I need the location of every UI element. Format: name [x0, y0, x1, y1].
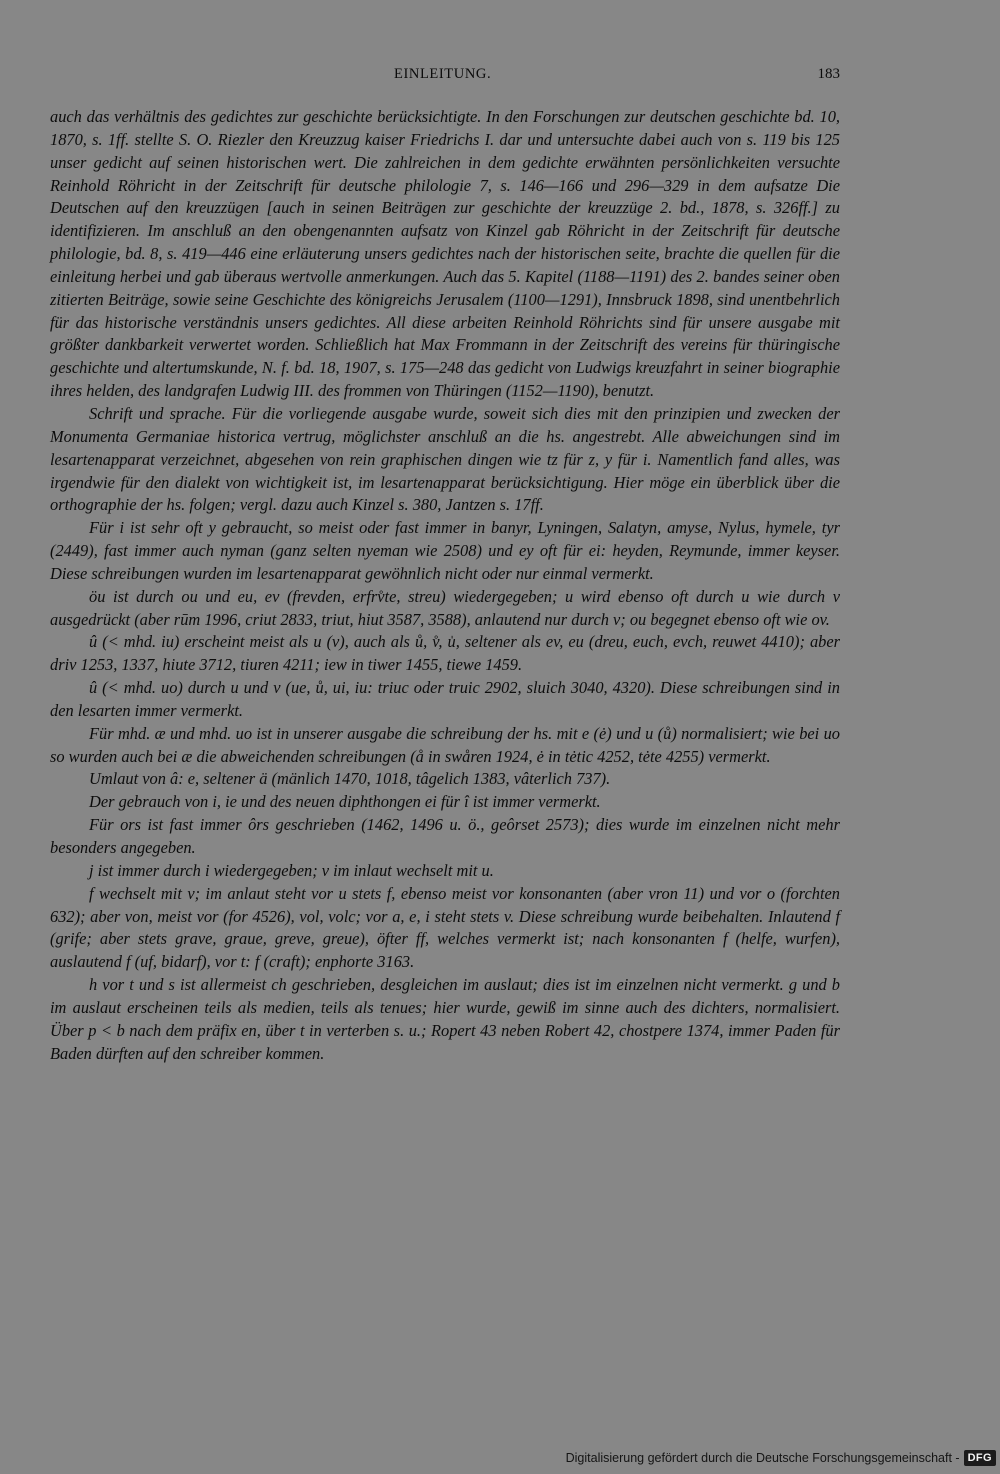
paragraph-8: Umlaut von â: e, seltener ä (mänlich 1470, 1018, tâgelich 1383, vâterlich 737). [89, 769, 611, 789]
paragraph-1: auch das verhältnis des gedichtes zur geschichte berücksichtigte. In den Forschungen zur deutschen geschichte bd. 10, 1870, s. 1ff. stellte S. O. Riezler den Kreuzzug kaiser Friedrichs I. dar und untersuchte dabei auch von s. 119 bis 125 unser gedicht auf seinen historischen wert. Die zahlreichen in dem gedichte erwähnten persönlichkeiten versuchte Reinhold Röhricht in der Zeitschrift für deutsche philologie 7, s. 146—166 und 296—329 in dem aufsatze Die Deutschen auf den kreuzzügen [auch in seinen Beiträgen zur geschichte der kreuzzüge 2. bd., 1878, s. 326ff.] zu identifizieren. Im anschluß an den obengenannten aufsatz von Kinzel gab Röhricht in der Zeitschrift für deutsche philologie, bd. 8, s. 419—446 eine erläuterung unsers gedichtes nach der historischen seite, brachte die quellen für die einleitung herbei und gab überaus wertvolle anmerkungen. Auch das 5. Kapitel (1188—1191) des 2. bandes seiner oben zitierten Beiträge, sowie seine Geschichte des königreichs Jerusalem (1100—1291), Innsbruck 1898, sind unentbehrlich für das historische verständnis unsers gedichtes. All diese arbeiten Reinhold Röhrichts sind für unsere ausgabe mit größter dankbarkeit verwertet worden. Schließlich hat Max Frommann in der Zeitschrift des vereins für thüringische geschichte und altertumskunde, N. f. bd. 18, 1907, s. 175—248 das gedicht von Ludwigs kreuzfahrt in seiner biographie ihres helden, des landgrafen Ludwig III. des frommen von Thüringen (1152—1190), benutzt. [50, 107, 840, 401]
paragraph-5: û (< mhd. iu) erscheint meist als u (v), auch als ů, v̊, u̍, seltener als ev, eu (dreu, euch, evch, reuwet 4410); aber driv 1253, 1337, hiute 3712, tiuren 4211; iew in tiwer 1455, tiewe 1459. [50, 632, 840, 675]
body-text [50, 106, 840, 1065]
paragraph-13: h vor t und s ist allermeist ch geschrieben, desgleichen im auslaut; dies ist im einzelnen nicht vermerkt. g und b im auslaut erscheinen teils als medien, teils als tenues; hier wurde, gewiß im sinne auch des dichters, normalisiert. Über p < b nach dem präfix en, über t in verterben s. u.; Ropert 43 neben Robert 42, chostpere 1374, immer Paden für Baden dürften auf den schreiber kommen. [50, 975, 840, 1063]
paragraph-6: û (< mhd. uo) durch u und v (ue, ů, ui, iu: triuc oder truic 2902, sluich 3040, 4320). Diese schreibungen sind in den lesarten immer vermerkt. [50, 678, 840, 720]
paragraph-2: Schrift und sprache. Für die vorliegende ausgabe wurde, soweit sich dies mit den prinzipien und zwecken der Monumenta Germaniae historica vertrug, möglichster anschluß an die hs. angestrebt. Alle abweichungen sind im lesartenapparat verzeichnet, abgesehen von rein graphischen dingen wie tz für z, y für i. Namentlich fand alles, was irgendwie für den dialekt von wichtigkeit ist, im lesartenapparat berücksichtigung. Hier möge ein überblick über die orthographie der hs. folgen; vergl. dazu auch Kinzel s. 380, Jantzen s. 17ff. [50, 403, 840, 515]
page-header [50, 66, 840, 88]
running-title: EINLEITUNG. [394, 66, 492, 82]
digitization-footer [566, 1448, 996, 1468]
page-number: 183 [817, 66, 840, 82]
paragraph-10: Für ors ist fast immer ôrs geschrieben (1462, 1496 u. ö., geôrset 2573); dies wurde im einzelnen nicht mehr besonders angegeben. [50, 815, 840, 857]
paragraph-3: Für i ist sehr oft y gebraucht, so meist oder fast immer in banyr, Lyningen, Salatyn, amyse, Nylus, hymele, tyr (2449), fast immer auch nyman (ganz selten nyeman wie 2508) und ey oft für ei: heyden, Reymunde, immer keyser. Diese schreibungen wurden im lesartenapparat gewöhnlich nicht oder nur einmal vermerkt. [50, 518, 840, 583]
funding-credit: Digitalisierung gefördert durch die Deutsche Forschungsgemeinschaft - [565, 1451, 960, 1465]
paragraph-7: Für mhd. æ und mhd. uo ist in unserer ausgabe die schreibung der hs. mit e (ė) und u (ů) normalisiert; wie bei uo so wurden auch bei æ die abweichenden schreibungen (å in swåren 1924, ė in tėtic 4252, tėte 4255) vermerkt. [50, 723, 840, 766]
paragraph-4: öu ist durch ou und eu, ev (frevden, erfrv̊te, streu) wiedergegeben; u wird ebenso oft durch u wie durch v ausgedrückt (aber rūm 1996, criut 2833, triut, hiut 3587, 3588), anlautend nur durch v; ou begegnet ebenso oft wie ov. [50, 586, 840, 629]
dfg-logo: DFG [964, 1450, 996, 1466]
paragraph-11: j ist immer durch i wiedergegeben; v im inlaut wechselt mit u. [89, 860, 494, 880]
paragraph-9: Der gebrauch von i, ie und des neuen diphthongen ei für î ist immer vermerkt. [89, 792, 601, 812]
paragraph-12: f wechselt mit v; im anlaut steht vor u stets f, ebenso meist vor konsonanten (aber vron 11) und vor o (forchten 632); aber von, meist vor (for 4526), vol, volc; vor a, e, i steht stets v. Diese schreibung wurde beibehalten. Inlautend f (grife; aber stets grave, graue, greve, greue), öfter ff, welches vermerkt ist; nach konsonanten f (helfe, wurfen), auslautend f (uf, bidarf), vor t: f (craft); enphorte 3163. [50, 883, 840, 972]
